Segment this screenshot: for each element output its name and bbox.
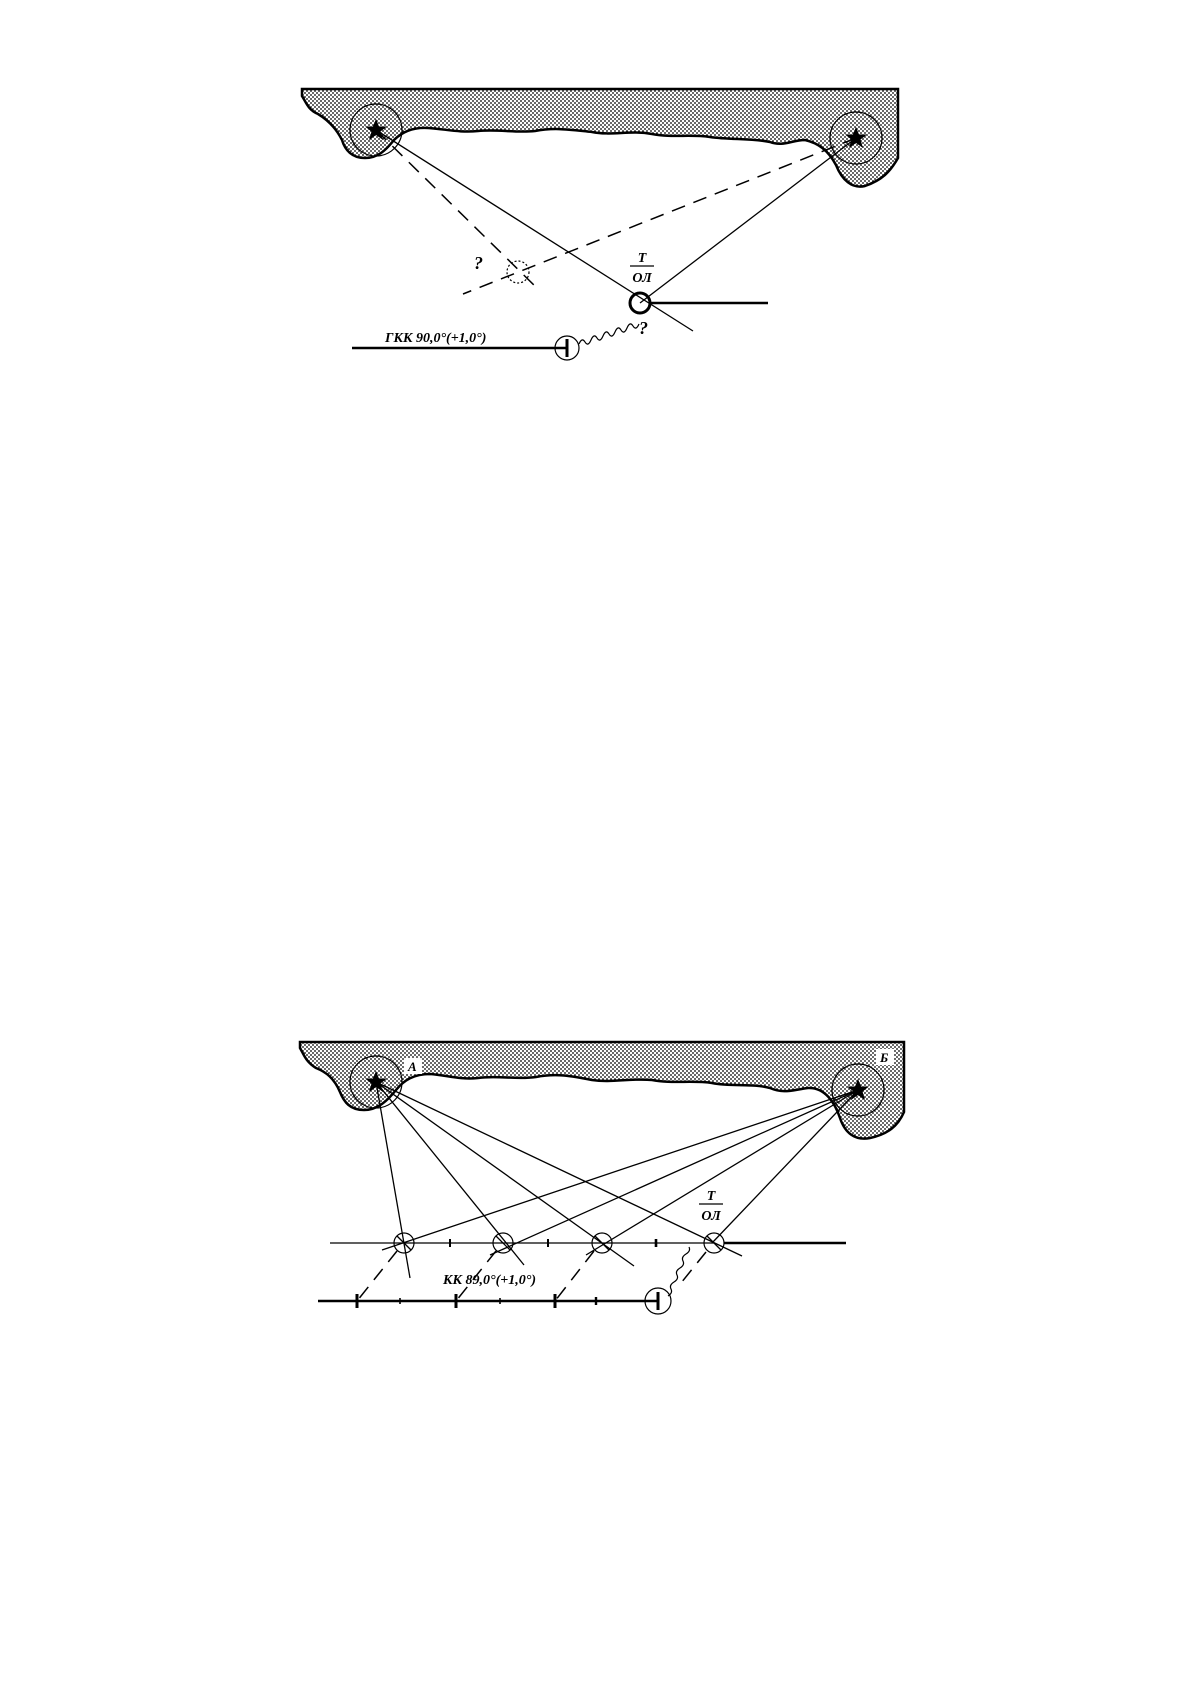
discrepancy-wavy-line — [579, 324, 639, 344]
bearing-a-1 — [376, 1082, 410, 1278]
landmark-label-b: Б — [880, 1050, 889, 1065]
course-label: ГКК 90,0°(+1,0°) — [385, 331, 487, 346]
connector-dashed-4 — [681, 1252, 706, 1283]
figure-2 — [300, 1042, 904, 1314]
landmark-label-a: А — [408, 1059, 417, 1074]
coastline-land-2 — [300, 1042, 904, 1139]
bearing-b-4 — [712, 1090, 858, 1243]
connector-dashed-1 — [357, 1251, 397, 1301]
bearing-line-right-solid — [637, 138, 856, 303]
discrepancy-wavy-line-2 — [668, 1247, 690, 1296]
course-label-2: КК 89,0°(+1,0°) — [443, 1273, 536, 1288]
fix-label-bottom-2: ОЛ — [701, 1209, 721, 1224]
uncertain-fix-circle — [507, 261, 529, 283]
bearing-line-left-solid — [376, 130, 693, 331]
figure-1 — [302, 89, 898, 360]
bearing-line-right-dashed — [463, 138, 856, 294]
coastline-land-1 — [302, 89, 898, 187]
fix-label-top-2: Т — [706, 1189, 716, 1204]
bearing-b-3 — [586, 1090, 858, 1255]
question-mark-left: ? — [474, 253, 483, 273]
connector-dashed-3 — [555, 1251, 594, 1301]
bearing-line-left-dashed — [376, 130, 540, 291]
bearing-b-1 — [382, 1090, 858, 1250]
bearing-b-2 — [490, 1090, 858, 1255]
fix-label-bottom: ОЛ — [632, 271, 652, 286]
question-mark-bottom: ? — [639, 318, 648, 338]
bearing-a-4 — [376, 1082, 742, 1256]
fix-label-top: Т — [637, 251, 647, 266]
